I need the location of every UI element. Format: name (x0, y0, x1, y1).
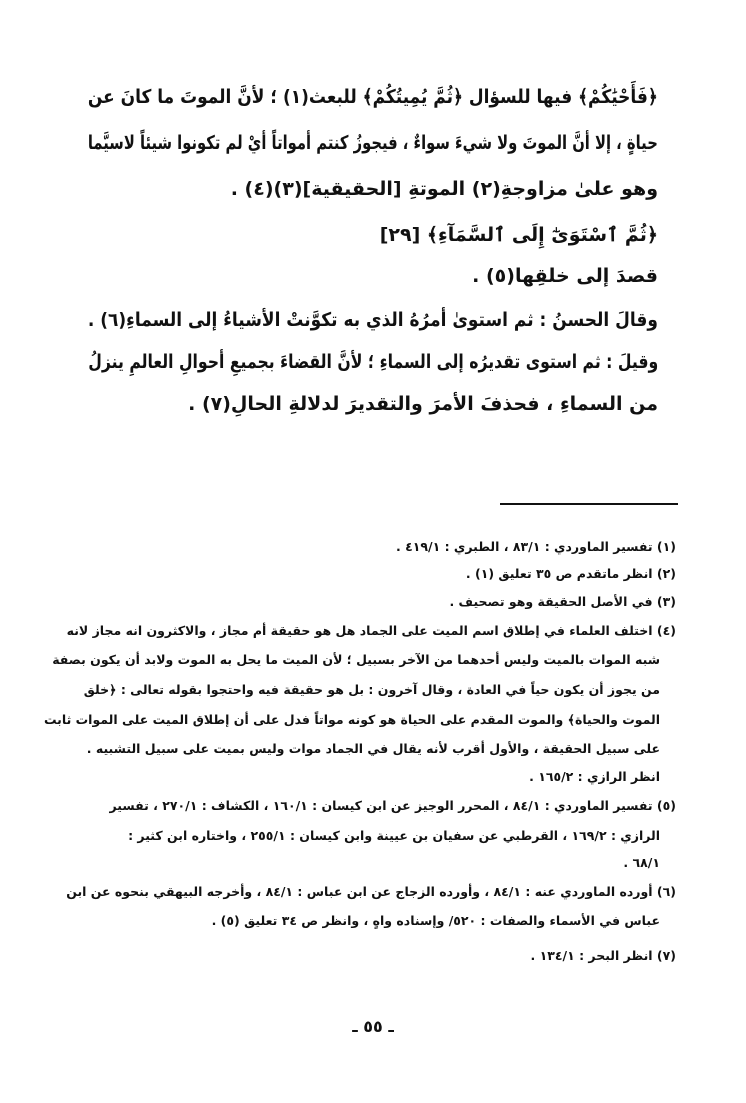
footnote-4-line-4: الموت والحياة﴾ والموت المقدم على الحياة هو كونه مواتاً فدل على أن إطلاق الميت على الموات ثابت (43, 712, 660, 727)
footnote-divider (500, 503, 678, 505)
body-line-6: وقالَ الحسنُ : ثم استوىٰ أمرُهُ الذي به تكوَّنتْ الأشياءُ إلى السماءِ(٦) . (88, 309, 658, 331)
footnote-5-line-2: الرازي : ١٦٩/٢ ، القرطبي عن سفيان بن عيينة وابن كيسان : ٢٥٥/١ ، واختاره ابن كثير : (128, 828, 660, 843)
footnote-2: (٢) انظر ماتقدم ص ٣٥ تعليق (١) . (465, 566, 676, 581)
footnote-5-line-3: ٦٨/١ . (623, 855, 660, 870)
footnote-4-line-6: انظر الرازي : ١٦٥/٢ . (529, 769, 660, 784)
body-line-5: قصدَ إلى خلقِها(٥) . (472, 265, 658, 287)
footnote-6-line-1: (٦) أورده الماوردي عنه : ٨٤/١ ، وأورده الزجاج عن ابن عباس : ٨٤/١ ، وأخرجه البيهقي بنحوه عن ابن (66, 884, 676, 899)
body-line-4: ﴿ثُمَّ ٱسْتَوَىٰٓ إِلَى ٱلسَّمَآءِ﴾ [٢٩] (379, 224, 658, 246)
footnote-6-line-2: عباس في الأسماء والصفات : ٥٢٠/ وإسناده واهٍ ، وانظر ص ٣٤ تعليق (٥) . (211, 913, 660, 928)
footnote-4-line-5: على سبيل الحقيقة ، والأول أقرب لأنه يقال في الجماد موات وليس بميت على سبيل التشبيه . (86, 741, 660, 756)
body-line-7: وقيلَ : ثم استوى تقديرُه إلى السماءِ ؛ لأنَّ القضاءَ بجميعِ أحوالِ العالمِ ينزلُ (88, 351, 658, 373)
footnote-1: (١) تفسير الماوردي : ٨٣/١ ، الطبري : ٤١٩/١ . (396, 539, 676, 554)
page-number: ـ ٥٥ ـ (352, 1017, 394, 1036)
body-line-3: وهو علىٰ مزاوجةِ(٢) الموتةِ [الحقيقية](٣)(٤) . (230, 178, 658, 200)
body-line-1: ﴿فَأَحْيَٰكُمْ﴾ فيها للسؤال ﴿ثُمَّ يُمِيتُكُمْ﴾ للبعث(١) ؛ لأنَّ الموتَ ما كانَ عن (88, 86, 658, 108)
body-line-2: حياةٍ ، إلا أنَّ الموتَ ولا شيءَ سواءٌ ، فيجوزُ كنتم أمواتاً أيْ لم تكونوا شيئاً لاسيَّما (88, 132, 658, 154)
footnote-4-line-2: شبه الموات بالميت وليس أحدهما من الآخر بسبيل ؛ لأن الميت ما يحل به الموت ولابد أن يكون بصفة (52, 652, 660, 667)
footnote-4-line-1: (٤) اختلف العلماء في إطلاق اسم الميت على الجماد هل هو حقيقة أم مجاز ، والاكثرون انه مجاز لانه (66, 623, 676, 638)
body-line-8: من السماءِ ، فحذفَ الأمرَ والتقديرَ لدلالةِ الحالِ(٧) . (188, 393, 658, 415)
footnote-5-line-1: (٥) تفسير الماوردي : ٨٤/١ ، المحرر الوجيز عن ابن كيسان : ١٦٠/١ ، الكشاف : ٢٧٠/١ ، تفسير (109, 798, 676, 813)
footnote-4-line-3: من يجوز أن يكون حياً في العادة ، وقال آخرون : بل هو حقيقة فيه واحتجوا بقوله تعالى : ﴿خلق (83, 682, 660, 697)
footnote-3: (٣) في الأصل الحقيقة وهو تصحيف . (449, 594, 676, 609)
footnote-7: (٧) انظر البحر : ١٣٤/١ . (530, 948, 676, 963)
